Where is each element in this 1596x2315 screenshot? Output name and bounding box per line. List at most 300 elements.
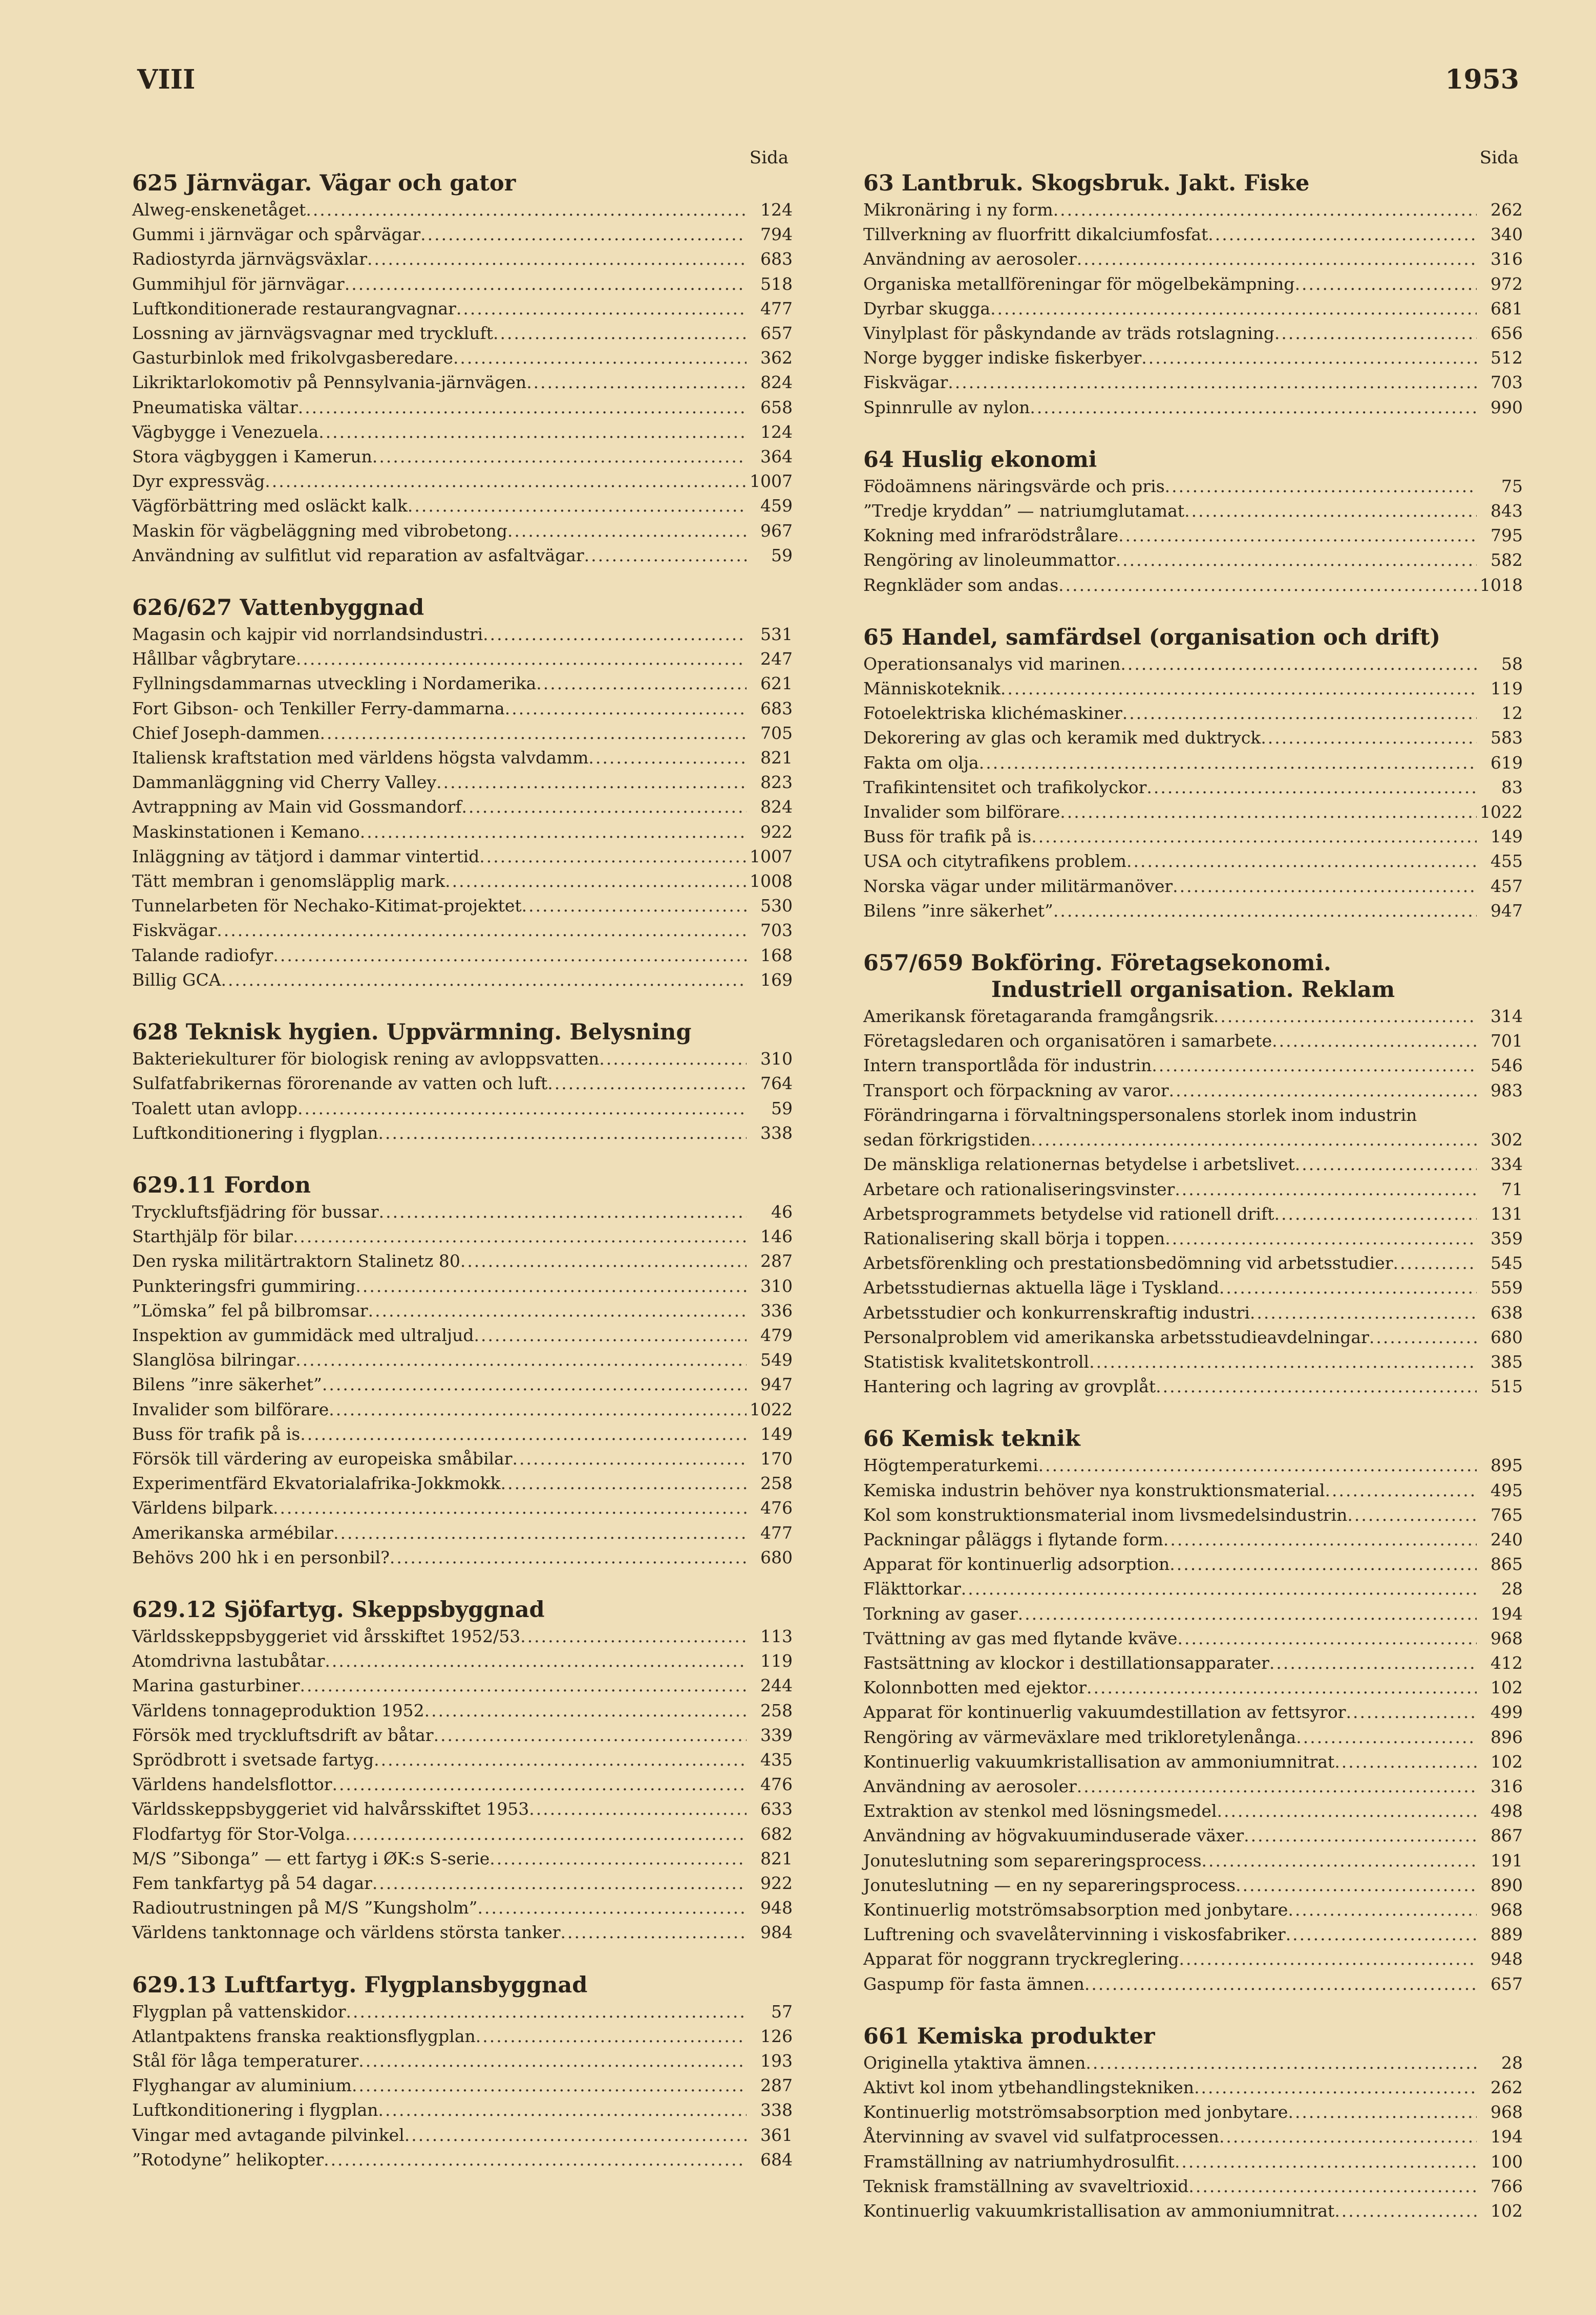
section-title [132,1972,793,1999]
dot-leader [368,1299,747,1323]
dot-leader [345,1822,747,1846]
entry-title: Företagsledaren och organisatören i samarbete [863,1031,1272,1051]
index-entry [863,222,1523,247]
section-title [863,1426,1523,1452]
entry-title: Radioutrustningen på M/S ”Kungsholm” [132,1898,478,1918]
section-title [132,1597,793,1623]
entry-title: Världsskeppsbyggeriet vid halvårsskiftet 1953 [132,1799,529,1819]
index-entry [132,1422,793,1447]
index-entry [863,1947,1523,1971]
dot-leader [1188,2174,1477,2199]
entry-title: Dekorering av glas och keramik med duktryck [863,728,1261,748]
section-title-line: 625 Järnvägar. Vägar och gator [132,171,516,196]
dot-leader [1288,2100,1477,2125]
entry-page-number: 57 [771,2001,793,2022]
entry-title: Intern transportlåda för industrin [863,1055,1152,1076]
dot-leader [1122,701,1477,726]
entry-page-number: 705 [760,723,793,743]
entry-title: Gaspump för fasta ämnen [863,1973,1084,1994]
entry-title: Apparat för kontinuerlig vakuumdestillation av fettsyror [863,1702,1346,1723]
entry-title: Maskin för vägbeläggning med vibrobetong [132,520,507,541]
entry-title: Dyrbar skugga [863,298,991,318]
dot-leader [1202,1849,1477,1873]
entry-page-number: 1007 [750,471,793,492]
entry-page-number: 867 [1491,1825,1523,1846]
dot-leader [1163,1527,1477,1552]
entry-page-number: 968 [1491,1628,1523,1648]
entry-page-number: 334 [1491,1154,1523,1175]
dot-leader [265,469,747,494]
dot-leader [372,444,747,469]
index-entry [863,849,1523,874]
entry-title: Extraktion av stenkol med lösningsmedel [863,1801,1217,1821]
index-entry [863,1700,1523,1725]
entry-title: Kokning med infrarödstrålare [863,525,1119,546]
entry-page-number: 1018 [1480,575,1523,595]
dot-leader [1334,2199,1477,2223]
index-entry [863,874,1523,899]
index-entry [132,272,793,296]
entry-title: Fakta om olja [863,752,979,773]
entry-title: Experimentfärd Ekvatorialafrika-Jokkmokk [132,1473,501,1494]
entry-title: Gummihjul för järnvägar [132,273,345,294]
section-title [863,170,1523,197]
index-entry [863,1251,1523,1276]
index-entry [132,1871,793,1896]
dot-leader [474,1323,747,1348]
entry-page-number: 364 [760,447,793,467]
entry-page-number: 262 [1491,200,1523,220]
index-entry [132,820,793,844]
dot-leader [529,1797,747,1821]
entry-page-number: 947 [760,1374,793,1395]
index-entry [863,2174,1523,2199]
dot-leader [526,370,747,395]
dot-leader [588,746,747,770]
index-entry [132,1071,793,1096]
index-entry [863,800,1523,824]
dot-leader [318,420,747,444]
index-entry [132,519,793,543]
index-entry [132,1096,793,1121]
index-entry [132,346,793,370]
entry-page-number: 316 [1491,249,1523,269]
entry-title: Rengöring av värmeväxlare med trikloretylenånga [863,1727,1296,1747]
entry-title: Återvinning av svavel vid sulfatprocessen [863,2127,1219,2147]
entry-page-number: 362 [760,348,793,368]
dot-leader [424,1698,747,1723]
entry-page-number: 766 [1491,2176,1523,2196]
dot-leader [322,1372,747,1397]
dot-leader [478,1896,747,1920]
section-title-line: 629.13 Luftfartyg. Flygplansbyggnad [132,1972,588,1998]
dot-leader [990,296,1477,321]
entry-title: Fem tankfartyg på 54 dagar [132,1873,372,1893]
dot-leader [1089,1350,1477,1374]
entry-title: Världens tonnageproduktion 1952 [132,1700,424,1721]
entry-page-number: 310 [760,1049,793,1069]
index-entry [863,1922,1523,1947]
entry-title: Billig GCA [132,969,221,990]
dot-leader [1152,1053,1477,1078]
section-title-line: 64 Huslig ekonomi [863,447,1097,473]
index-entry [863,2150,1523,2174]
entry-title: Personalproblem vid amerikanska arbetsstudieavdelningar [863,1327,1369,1347]
dot-leader [1086,2051,1477,2075]
sida-label: Sida [1479,147,1519,168]
entry-title: Tätt membran i genomsläpplig mark [132,871,445,891]
index-entry [863,652,1523,676]
dot-leader [1116,548,1477,572]
entry-page-number: 499 [1491,1702,1523,1723]
dot-leader [1018,1602,1477,1626]
dot-leader [493,321,747,346]
entry-page-number: 119 [760,1651,793,1671]
index-entry [132,1121,793,1145]
dot-leader [379,1200,747,1224]
section-title-line: 628 Teknisk hygien. Uppvärmning. Belysning [132,1020,692,1046]
index-entry [863,701,1523,726]
entry-page-number: 890 [1491,1875,1523,1895]
entry-title: Arbetsstudier och konkurrenskraftig industri [863,1302,1250,1323]
index-entry [132,2000,793,2024]
entry-title: Världens tanktonnage och världens största tanker [132,1922,561,1943]
entry-title: Magasin och kajpir vid norrlandsindustri [132,624,483,645]
entry-page-number: 515 [1491,1376,1523,1397]
entry-page-number: 59 [771,1098,793,1118]
entry-title: Stål för låga temperaturer [132,2051,359,2071]
entry-title: Amerikanska armébilar [132,1522,333,1543]
index-entry [132,770,793,795]
index-section [863,1426,1523,1996]
dot-leader [1274,321,1477,346]
dot-leader [1165,1226,1477,1251]
index-entry [863,1053,1523,1078]
entry-title-first-line: Förändringarna i förvaltningspersonalens storlek inom industrin [863,1105,1417,1125]
dot-leader [324,2148,747,2172]
dot-leader [1177,1626,1477,1651]
entry-page-number: 83 [1501,777,1523,797]
dot-leader [1244,1823,1477,1848]
entry-page-number: 680 [1491,1327,1523,1347]
entry-title: Kontinuerlig vakuumkristallisation av ammoniumnitrat [863,2201,1335,2221]
dot-leader [948,370,1477,395]
entry-page-number: 477 [760,1522,793,1543]
dot-leader [1179,1947,1477,1971]
entry-title: Användning av aerosoler [863,1776,1077,1796]
section-title [132,594,793,621]
index-section [863,447,1523,598]
page-year: 1953 [1445,64,1519,95]
index-entry [863,1799,1523,1823]
entry-page-number: 559 [1491,1278,1523,1298]
dot-leader [352,2073,747,2098]
dot-leader [390,1545,747,1570]
index-entry [863,1453,1523,1478]
dot-leader [345,272,747,296]
index-entry [863,824,1523,849]
entry-page-number: 146 [760,1226,793,1247]
section-title-line: 626/627 Vattenbyggnad [132,595,424,621]
entry-title: Användning av sulfitlut vid reparation av asfaltvägar [132,545,584,565]
index-entry [132,1496,793,1520]
entry-page-number: 895 [1491,1455,1523,1476]
dot-leader [961,1577,1477,1601]
entry-title: Chief Joseph-dammen [132,723,320,743]
dot-leader [298,395,747,420]
index-entry [863,676,1523,701]
entry-title: Talande radiofyr [132,945,273,965]
dot-leader [1173,874,1477,899]
entry-title: Flodfartyg för Stor-Volga [132,1823,346,1844]
index-entry [132,696,793,721]
index-entry [863,247,1523,271]
index-entry [863,272,1523,296]
dot-leader [453,346,747,370]
section-title [863,2023,1523,2050]
index-entry [863,1276,1523,1300]
dot-leader [501,1471,747,1496]
index-entry [863,1972,1523,1997]
entry-page-number: 102 [1491,1677,1523,1698]
index-entry [132,671,793,696]
index-entry [132,2049,793,2073]
dot-leader [217,918,747,943]
entry-page-number: 119 [1491,678,1523,699]
entry-title: Marina gasturbiner [132,1675,300,1696]
entry-title: Sulfatfabrikernas förorenande av vatten och luft [132,1073,548,1094]
section-title-line: 657/659 Bokföring. Företagsekonomi. [863,950,1331,976]
entry-title: Flygplan på vattenskidor [132,2001,346,2022]
dot-leader [1156,1374,1477,1399]
entry-page-number: 338 [760,1122,793,1143]
index-entry [132,198,793,222]
entry-page-number: 968 [1491,1899,1523,1920]
entry-title: Fotoelektriska klichémaskiner [863,703,1122,724]
dot-leader [1175,2150,1477,2174]
dot-leader [374,1748,747,1772]
entry-page-number: 457 [1491,876,1523,896]
entry-title: Statistisk kvalitetskontroll [863,1351,1090,1372]
entry-title: Toalett utan avlopp [132,1098,298,1118]
entry-page-number: 385 [1491,1351,1523,1372]
entry-title: Flyghangar av aluminium [132,2075,352,2096]
index-entry [132,1447,793,1471]
entry-page-number: 633 [760,1799,793,1819]
entry-title: ”Tredje kryddan” — natriumglutamat [863,501,1185,521]
entry-page-number: 983 [1491,1080,1523,1100]
section-title [132,170,793,197]
entry-page-number: 113 [760,1626,793,1646]
index-entry [132,1846,793,1871]
dot-leader [1031,1128,1477,1152]
entry-title: Fort Gibson- och Tenkiller Ferry-dammarna [132,698,505,718]
entry-page-number: 244 [760,1675,793,1696]
entry-title: Lossning av järnvägsvagnar med tryckluft [132,323,493,344]
entry-title: Slanglösa bilringar [132,1350,296,1370]
index-entry [863,1675,1523,1700]
index-entry [863,198,1523,222]
entry-title: Radiostyrda järnvägsväxlar [132,249,367,269]
dot-leader [460,1249,747,1273]
dot-leader [483,622,747,647]
entry-title: Atlantpaktens franska reaktionsflygplan [132,2026,476,2046]
index-entry [863,1325,1523,1350]
entry-page-number: 518 [760,273,793,294]
dot-leader [360,820,747,844]
entry-title: Kontinuerlig vakuumkristallisation av ammoniumnitrat [863,1751,1335,1772]
entry-title: Luftkonditionering i flygplan [132,1122,378,1143]
entry-page-number: 701 [1491,1031,1523,1051]
entry-title: Tunnelarbeten för Nechako-Kitimat-projektet [132,896,522,916]
entry-title: Fiskvägar [132,920,217,941]
entry-title: Inläggning av tätjord i dammar vintertid [132,846,480,866]
dot-leader [293,1224,747,1249]
entry-page-number: 512 [1491,348,1523,368]
index-entry [132,1397,793,1422]
index-entry [132,543,793,568]
dot-leader [333,1521,747,1545]
dot-leader [378,1121,747,1145]
entry-page-number: 262 [1491,2077,1523,2097]
dot-leader [456,296,747,321]
entry-page-number: 336 [760,1300,793,1321]
dot-leader [522,894,747,918]
index-entry [863,1725,1523,1750]
dot-leader [1126,849,1477,874]
entry-page-number: 683 [760,698,793,718]
entry-title: Försök med tryckluftsdrift av båtar [132,1725,434,1745]
index-entry [132,2098,793,2122]
index-entry [132,444,793,469]
entry-title: Användning av aerosoler [863,249,1077,269]
entry-title: Vingar med avtagande pilvinkel [132,2125,405,2145]
entry-title: Världsskeppsbyggeriet vid årsskiftet 1952/53 [132,1626,521,1646]
entry-title: Tvättning av gas med flytande kväve [863,1628,1178,1648]
dot-leader [1236,1873,1477,1898]
dot-leader [1084,1972,1477,1997]
section-title-line: 63 Lantbruk. Skogsbruk. Jakt. Fiske [863,171,1310,196]
entry-title: Inspektion av gummidäck med ultraljud [132,1325,474,1345]
entry-title: Starthjälp för bilar [132,1226,293,1247]
entry-page-number: 102 [1491,1751,1523,1772]
index-entry [132,1047,793,1071]
index-entry [863,1552,1523,1577]
dot-leader [479,844,747,869]
dot-leader [1261,726,1477,750]
entry-title: Tillverkning av fluorfritt dikalciumfosfat [863,224,1208,245]
dot-leader [1393,1251,1477,1276]
entry-title: Pneumatiska vältar [132,397,298,417]
entry-page-number: 131 [1491,1203,1523,1224]
entry-page-number: 765 [1491,1504,1523,1525]
index-entry [863,296,1523,321]
dot-leader [520,1624,747,1649]
dot-leader [372,1871,747,1896]
dot-leader [1001,676,1477,701]
entry-page-number: 843 [1491,501,1523,521]
dot-leader [476,2024,747,2049]
entry-page-number: 258 [760,1700,793,1721]
index-entry [132,420,793,444]
entry-title: Kontinuerlig motströmsabsorption med jonbytare [863,2102,1288,2122]
entry-title: Regnkläder som andas [863,575,1059,595]
entry-title: Italiensk kraftstation med världens högsta valvdamm [132,748,589,768]
dot-leader [434,1723,747,1748]
entry-title: De mänskliga relationernas betydelse i arbetslivet [863,1154,1295,1175]
entry-page-number: 287 [760,2075,793,2096]
entry-title: Dammanläggning vid Cherry Valley [132,772,437,793]
index-entry [132,1624,793,1649]
index-entry [132,1673,793,1698]
index-entry [863,1602,1523,1626]
entry-page-number: 821 [760,1848,793,1868]
entry-title: Invalider som bilförare [132,1399,329,1419]
dot-leader [346,2000,747,2024]
index-entry [863,1029,1523,1053]
entry-title: Jonuteslutning — en ny separeringsprocess [863,1875,1236,1895]
entry-title: Originella ytaktiva ämnen [863,2052,1086,2073]
entry-title: Den ryska militärtraktorn Stalinetz 80 [132,1251,460,1271]
entry-page-number: 287 [760,1251,793,1271]
dot-leader [405,2123,747,2148]
dot-leader [1219,2125,1477,2149]
index-entry [863,321,1523,346]
entry-title: Buss för trafik på is [132,1424,301,1444]
left-column [132,147,793,2199]
entry-page-number: 71 [1501,1179,1523,1199]
index-entry [863,775,1523,800]
section-title-line: 65 Handel, samfärdsel (organisation och drift) [863,624,1441,650]
entry-page-number: 922 [760,821,793,842]
entry-page-number: 168 [760,945,793,965]
entry-page-number: 764 [760,1073,793,1094]
entry-page-number: 169 [760,969,793,990]
dot-leader [1295,272,1477,296]
entry-page-number: 896 [1491,1727,1523,1747]
index-section [132,170,793,568]
dot-leader [1087,1675,1477,1700]
entry-page-number: 194 [1491,2127,1523,2147]
index-entry [863,499,1523,523]
entry-title: Människoteknik [863,678,1001,699]
index-entry [863,1898,1523,1922]
entry-page-number: 865 [1491,1554,1523,1575]
entry-title: USA och citytrafikens problem [863,851,1126,872]
entry-title: Arbetare och rationaliseringsvinster [863,1179,1175,1199]
index-entry [863,1626,1523,1651]
entry-title: M/S ”Sibonga” — ett fartyg i ØK:s S-serie [132,1848,490,1868]
entry-title: Packningar påläggs i flytande form [863,1529,1163,1549]
index-entry [863,1152,1523,1177]
index-entry [132,795,793,819]
entry-title: Vägförbättring med osläckt kalk [132,496,408,516]
dot-leader [1120,652,1477,676]
index-section [132,1972,793,2172]
dot-leader [332,1772,747,1797]
index-entry [132,222,793,247]
index-entry [132,1545,793,1570]
index-entry [863,548,1523,572]
entry-page-number: 498 [1491,1801,1523,1821]
dot-leader [300,1673,747,1698]
entry-page-number: 124 [760,200,793,220]
index-entry [132,943,793,968]
dot-leader [1295,1152,1477,1177]
index-entry [132,1521,793,1545]
entry-title: Norge bygger indiske fiskerbyer [863,348,1142,368]
entry-title: Punkteringsfri gummiring [132,1276,356,1296]
